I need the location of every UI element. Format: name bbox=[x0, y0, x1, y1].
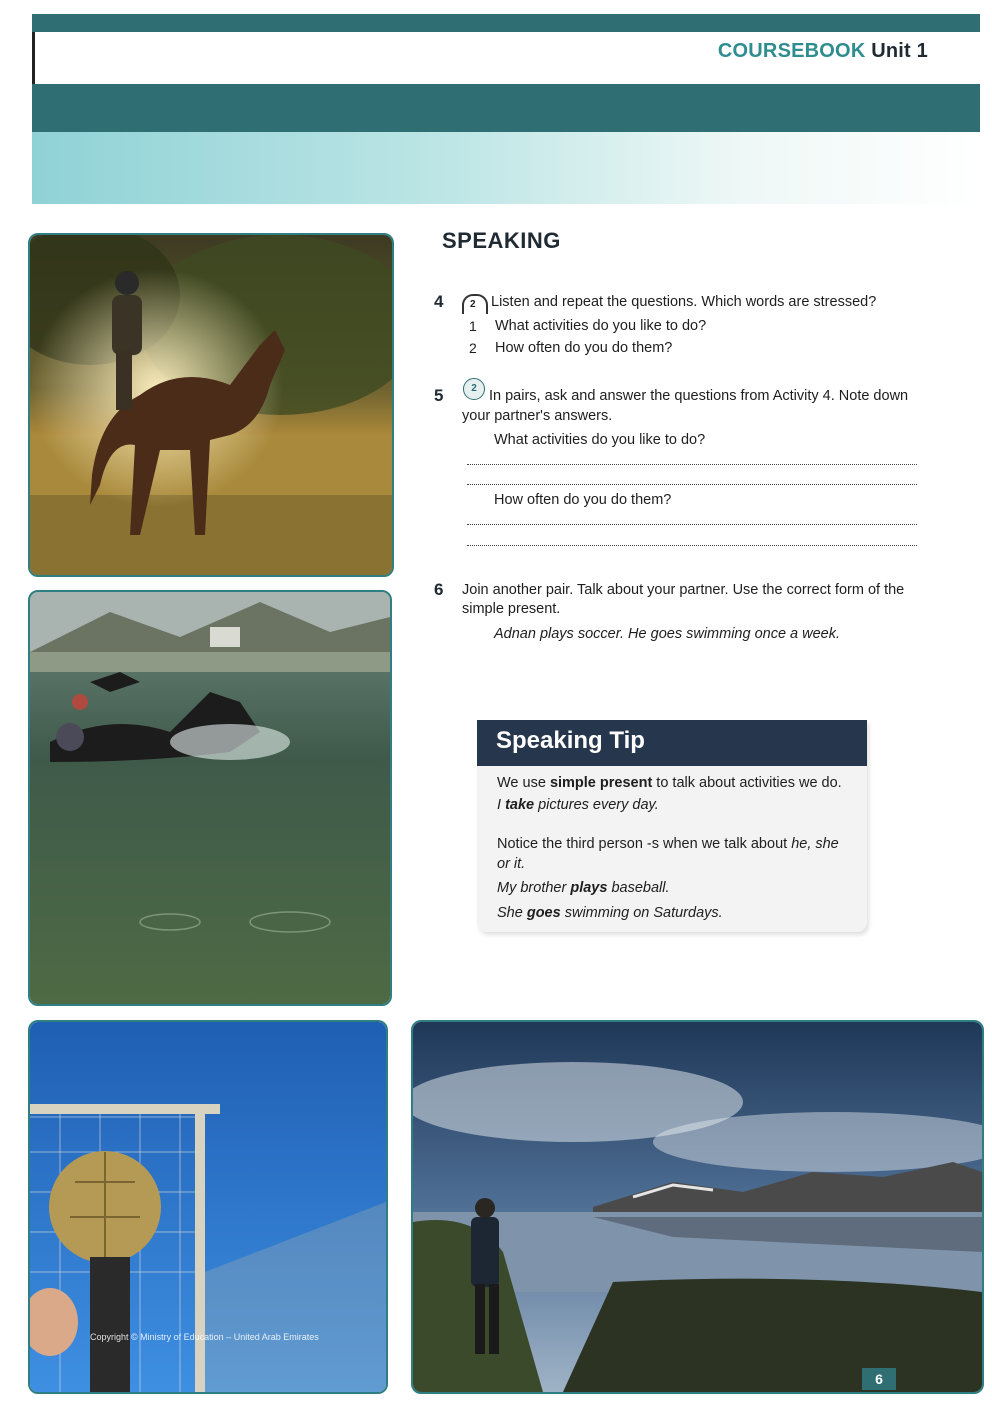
tip-line-2-bold: take bbox=[505, 797, 535, 813]
answer-line-2[interactable] bbox=[467, 484, 917, 485]
page-number: 6 bbox=[862, 1368, 896, 1390]
question-2-text: How often do you do them? bbox=[495, 340, 673, 356]
tip-line-5-pre: My brother bbox=[497, 880, 571, 896]
lake-photographer-photo bbox=[411, 1020, 984, 1394]
tip-line-3-italic: he, she bbox=[791, 836, 839, 852]
tip-line-1-pre: We use bbox=[497, 775, 550, 791]
tip-line-2-pre: I bbox=[497, 797, 506, 813]
tip-line-6 bbox=[497, 905, 723, 921]
activity-5-instruction-line-1: In pairs, ask and answer the questions from Activity 4. Note down bbox=[489, 388, 909, 404]
tip-line-1-bold: simple present bbox=[549, 775, 653, 791]
tip-line-3 bbox=[497, 836, 839, 852]
tip-line-6-pre: She bbox=[497, 905, 527, 921]
tip-line-1 bbox=[497, 775, 842, 791]
activity-6-example: Adnan plays soccer. He goes swimming once a week. bbox=[494, 626, 841, 642]
swimmers-photo bbox=[28, 590, 392, 1006]
activity-6-instruction-line-1: Join another pair. Talk about your partner. Use the correct form of the bbox=[462, 582, 905, 598]
teal-band bbox=[32, 84, 980, 132]
question-2-number: 2 bbox=[469, 340, 477, 356]
tip-line-2 bbox=[497, 797, 659, 813]
answer-line-3[interactable] bbox=[467, 524, 917, 525]
unit-label: Unit 1 bbox=[871, 40, 928, 62]
headphones-icon bbox=[462, 294, 488, 314]
tip-line-2-post: pictures every day. bbox=[534, 797, 659, 813]
activity-4-number: 4 bbox=[434, 292, 444, 311]
activity-4-instruction: Listen and repeat the questions. Which words are stressed? bbox=[491, 294, 877, 310]
tip-line-5 bbox=[497, 880, 670, 896]
tip-line-6-post: swimming on Saturdays. bbox=[560, 905, 723, 921]
activity-5-prompt-1: What activities do you like to do? bbox=[494, 432, 706, 448]
tip-line-5-post: baseball. bbox=[607, 880, 670, 896]
pair-work-icon bbox=[463, 378, 485, 400]
copyright-notice: Copyright © Ministry of Education – United Arab Emirates bbox=[90, 1332, 319, 1342]
tip-line-3-pre: Notice the third person -s when we talk about bbox=[497, 836, 792, 852]
speaking-tip-title: Speaking Tip bbox=[496, 727, 645, 754]
activity-6-number: 6 bbox=[434, 580, 444, 599]
tip-line-4: or it. bbox=[497, 856, 526, 872]
answer-line-4[interactable] bbox=[467, 545, 917, 546]
tip-line-5-bold: plays bbox=[570, 880, 608, 896]
activity-6-instruction-line-2: simple present. bbox=[462, 601, 561, 617]
tip-line-1-post: to talk about activities we do. bbox=[652, 775, 842, 791]
header-top-bar bbox=[32, 14, 980, 32]
gradient-band bbox=[32, 132, 980, 204]
question-1-text: What activities do you like to do? bbox=[495, 318, 707, 334]
activity-5-instruction-line-2: your partner's answers. bbox=[462, 408, 613, 424]
activity-5-prompt-2: How often do you do them? bbox=[494, 492, 672, 508]
answer-line-1[interactable] bbox=[467, 464, 917, 465]
coursebook-word: COURSEBOOK bbox=[717, 40, 866, 62]
coursebook-label bbox=[718, 40, 928, 63]
activity-5-number: 5 bbox=[434, 386, 444, 405]
audio-track-number: 2 bbox=[470, 299, 476, 310]
question-1-number: 1 bbox=[469, 318, 477, 334]
tip-line-6-bold: goes bbox=[526, 905, 561, 921]
section-title: SPEAKING bbox=[442, 228, 561, 253]
horse-rider-photo bbox=[28, 233, 394, 577]
pair-work-icon-label: 2 bbox=[471, 383, 477, 394]
